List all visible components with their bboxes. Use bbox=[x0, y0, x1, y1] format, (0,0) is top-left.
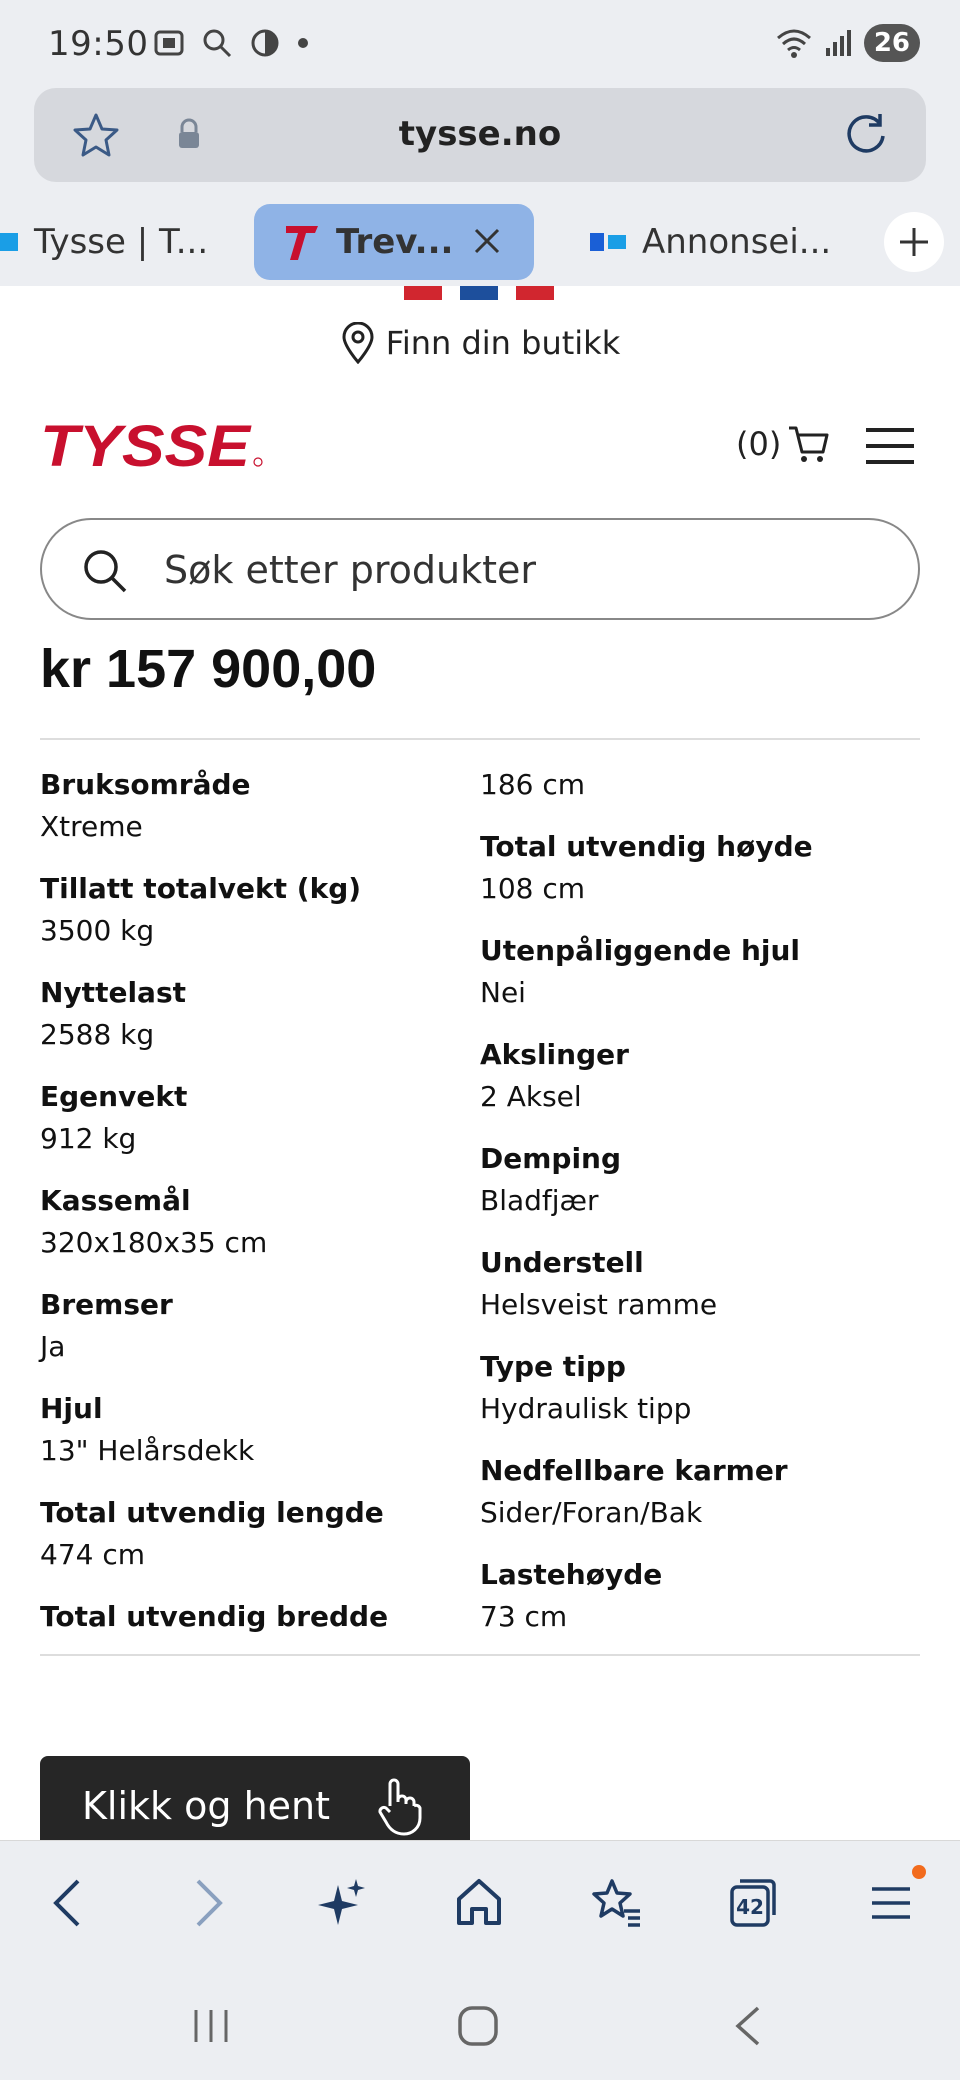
data-saver-icon bbox=[248, 26, 282, 60]
cart-button[interactable] bbox=[736, 422, 831, 466]
click-and-collect-button[interactable] bbox=[40, 1756, 470, 1840]
product-price: kr 157 900,00 bbox=[40, 639, 377, 699]
spec-item: Kassemål 320x180x35 cm bbox=[40, 1184, 268, 1259]
url-text[interactable]: tysse.no bbox=[398, 114, 562, 154]
address-bar[interactable] bbox=[34, 88, 926, 182]
tab-label: Annonsei... bbox=[642, 222, 832, 262]
tab-annonse[interactable] bbox=[590, 204, 850, 280]
tysse-logo[interactable] bbox=[40, 420, 264, 472]
cart-icon bbox=[787, 422, 831, 466]
menu-button[interactable] bbox=[868, 1875, 914, 1931]
close-tab-icon[interactable] bbox=[470, 224, 504, 258]
tab-favicon-icon bbox=[0, 233, 18, 251]
system-nav-bar bbox=[0, 1960, 960, 2080]
cart-count: (0) bbox=[736, 425, 782, 463]
home-icon[interactable] bbox=[454, 1875, 504, 1931]
specs-right-column bbox=[480, 764, 900, 1658]
spec-item: Utenpåliggende hjul Nei bbox=[480, 934, 801, 1009]
battery-indicator: 26 bbox=[864, 24, 920, 62]
spec-item: Akslinger 2 Aksel bbox=[480, 1038, 629, 1113]
tab-count: 42 bbox=[736, 1895, 764, 1919]
spec-item: Nyttelast 2588 kg bbox=[40, 976, 186, 1051]
tab-label: Trev... bbox=[336, 222, 454, 262]
spec-item: Understell Helsveist ramme bbox=[480, 1246, 718, 1321]
tysse-favicon-icon bbox=[282, 222, 322, 262]
search-icon bbox=[82, 548, 128, 594]
system-back-icon[interactable] bbox=[730, 2004, 766, 2048]
ai-sparkle-icon[interactable] bbox=[318, 1875, 368, 1931]
hamburger-menu-icon[interactable] bbox=[864, 426, 916, 466]
forward-icon[interactable] bbox=[188, 1875, 228, 1931]
flag-decoration bbox=[404, 286, 554, 300]
tab-tysse[interactable] bbox=[0, 204, 230, 280]
spec-item: Total utvendig høyde 108 cm bbox=[480, 830, 813, 905]
reload-icon[interactable] bbox=[840, 108, 892, 160]
spec-item: Bruksområde Xtreme bbox=[40, 768, 251, 843]
spec-item: Tillatt totalvekt (kg) 3500 kg bbox=[40, 872, 362, 947]
tab-active[interactable] bbox=[254, 204, 534, 280]
home-button-icon[interactable] bbox=[456, 2004, 500, 2048]
plus-icon bbox=[897, 225, 931, 259]
spec-item: Demping Bladfjær bbox=[480, 1142, 622, 1217]
recents-icon[interactable] bbox=[190, 2006, 232, 2046]
spec-item: 186 cm bbox=[480, 768, 586, 801]
spec-item: Nedfellbare karmer Sider/Foran/Bak bbox=[480, 1454, 788, 1529]
svg-text:TYSSE: TYSSE bbox=[40, 420, 253, 472]
notification-dot bbox=[912, 1865, 926, 1879]
click-and-collect-label: Klikk og hent bbox=[82, 1784, 331, 1828]
back-icon[interactable] bbox=[48, 1875, 88, 1931]
spec-item: Hjul 13" Helårsdekk bbox=[40, 1392, 255, 1467]
divider bbox=[40, 1654, 920, 1656]
tab-label: Tysse | T... bbox=[34, 222, 209, 262]
wifi-icon bbox=[774, 26, 814, 60]
screenshot-icon bbox=[152, 26, 186, 60]
spec-item: Type tipp Hydraulisk tipp bbox=[480, 1350, 692, 1425]
divider bbox=[40, 738, 920, 740]
search-placeholder: Søk etter produkter bbox=[164, 548, 536, 592]
location-pin-icon bbox=[340, 322, 376, 364]
bookmarks-icon[interactable] bbox=[588, 1875, 644, 1931]
browser-menu-icon bbox=[868, 1875, 914, 1931]
specs-left-column bbox=[40, 764, 460, 1658]
spec-item: Total utvendig bredde bbox=[40, 1600, 389, 1633]
hand-pointer-icon bbox=[376, 1776, 424, 1836]
find-store-link[interactable] bbox=[0, 322, 960, 364]
search-input[interactable] bbox=[40, 518, 920, 620]
spec-item: Bremser Ja bbox=[40, 1288, 173, 1363]
tab-favicon-icon bbox=[590, 233, 604, 251]
tabs-button[interactable] bbox=[728, 1875, 778, 1931]
new-tab-button[interactable] bbox=[884, 212, 944, 272]
status-time: 19:50 bbox=[48, 24, 149, 64]
spec-item: Lastehøyde 73 cm bbox=[480, 1558, 663, 1633]
spec-item: Egenvekt 912 kg bbox=[40, 1080, 188, 1155]
search-status-icon bbox=[200, 26, 234, 60]
signal-icon bbox=[824, 26, 854, 60]
spec-item: Total utvendig lengde 474 cm bbox=[40, 1496, 384, 1571]
find-store-label: Finn din butikk bbox=[385, 324, 621, 362]
status-bar bbox=[0, 0, 960, 88]
web-page bbox=[0, 286, 960, 1840]
browser-bottom-nav bbox=[0, 1840, 960, 1960]
tab-strip bbox=[0, 196, 960, 286]
dot-icon bbox=[296, 26, 310, 60]
